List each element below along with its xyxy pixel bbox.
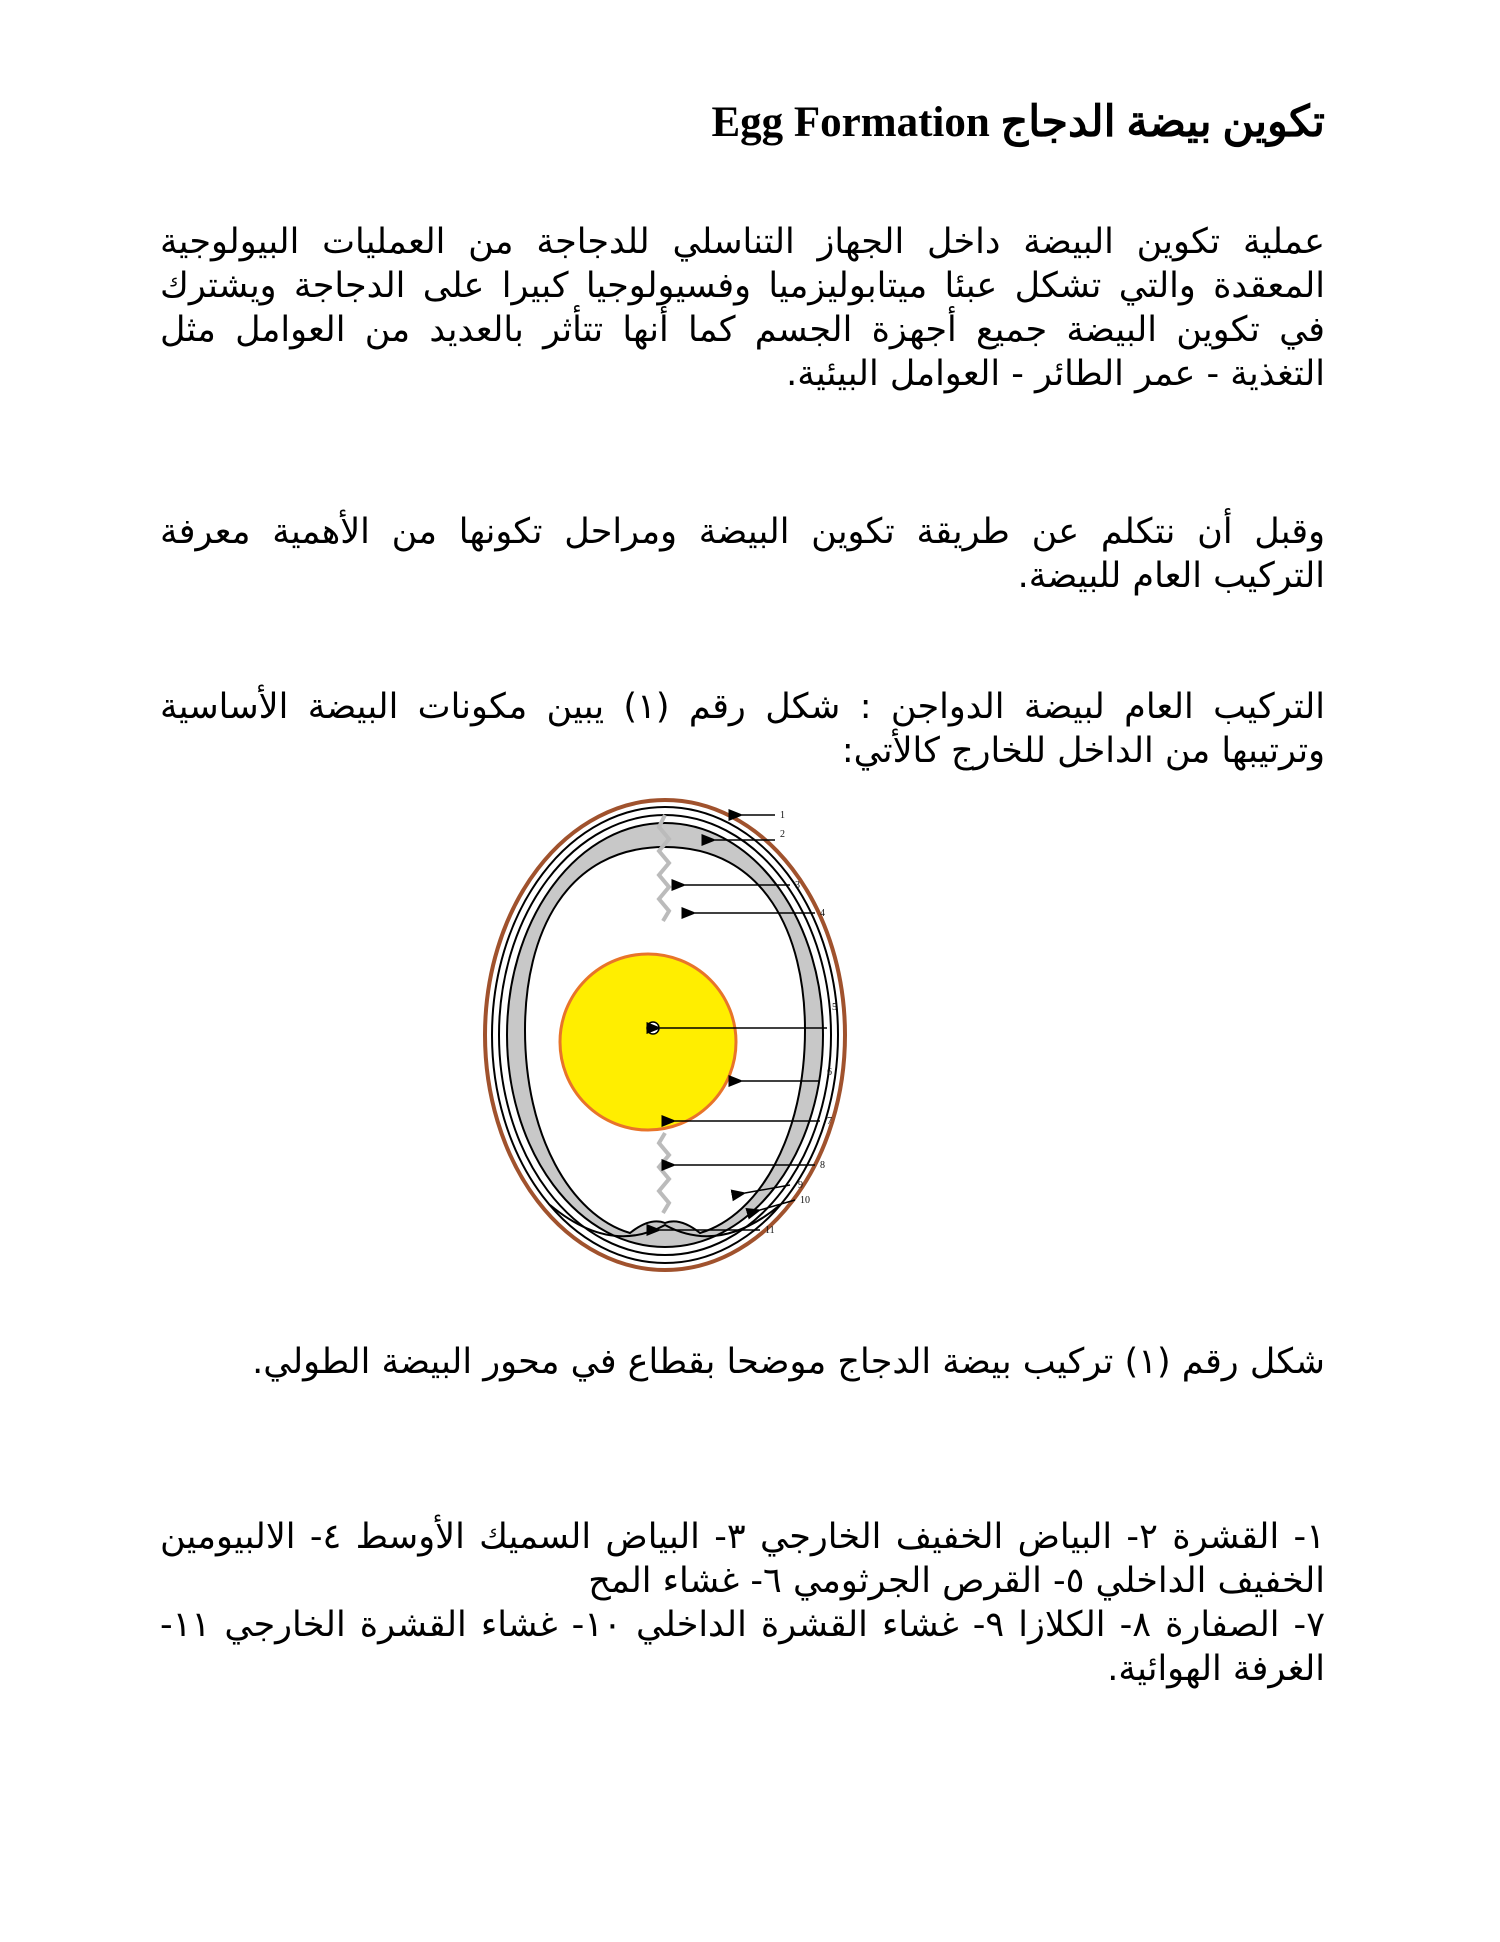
yolk bbox=[560, 954, 736, 1130]
figure-caption: شكل رقم (١) تركيب بيضة الدجاج موضحا بقطاع في محور البيضة الطولي. bbox=[252, 1342, 1325, 1382]
label-2: 2 bbox=[780, 829, 785, 840]
label-6: 6 bbox=[827, 1067, 832, 1078]
legend-line-1: ١- القشرة ٢- البياض الخفيف الخارجي ٣- البياض السميك الأوسط ٤- الالبيومين الخفيف الداخلي ٥- القرص الجرثومي ٦- غشاء المح bbox=[160, 1517, 1325, 1601]
label-3: 3 bbox=[795, 880, 800, 891]
label-8: 8 bbox=[820, 1160, 825, 1171]
legend-line-2: ٧- الصفارة ٨- الكلازا ٩- غشاء القشرة الداخلي ١٠- غشاء القشرة الخارجي ١١- الغرفة الهوائية. bbox=[160, 1605, 1325, 1689]
figure-legend bbox=[160, 1515, 1325, 1691]
label-5: 5 bbox=[832, 1002, 837, 1013]
label-1: 1 bbox=[780, 810, 785, 821]
label-10: 10 bbox=[800, 1195, 810, 1206]
egg-diagram bbox=[480, 785, 900, 1285]
egg-cross-section-svg bbox=[480, 785, 900, 1285]
label-11: 11 bbox=[765, 1225, 775, 1236]
figure-intro-paragraph: التركيب العام لبيضة الدواجن : شكل رقم (١) يبين مكونات البيضة الأساسية وترتيبها من الداخل للخارج كالأتي: bbox=[160, 687, 1325, 771]
structure-intro-paragraph: وقبل أن نتكلم عن طريقة تكوين البيضة ومراحل تكونها من الأهمية معرفة التركيب العام للبيضة. bbox=[160, 512, 1325, 596]
label-7: 7 bbox=[827, 1116, 832, 1127]
intro-paragraph: عملية تكوين البيضة داخل الجهاز التناسلي للدجاجة من العمليات البيولوجية المعقدة والتي تشكل عبئا ميتابوليزميا وفسيولوجيا كبيرا على الدجاجة ويشترك في تكوين البيضة جميع أجهزة الجسم كما أنها تتأثر بالعديد من العوامل مثل التغذية - عمر الطائر - العوامل البيئية. bbox=[160, 222, 1325, 394]
label-4: 4 bbox=[820, 908, 825, 919]
label-9: 9 bbox=[798, 1180, 803, 1191]
page-title: تكوين بيضة الدجاج Egg Formation bbox=[711, 99, 1325, 146]
germinal-disc bbox=[647, 1022, 659, 1034]
